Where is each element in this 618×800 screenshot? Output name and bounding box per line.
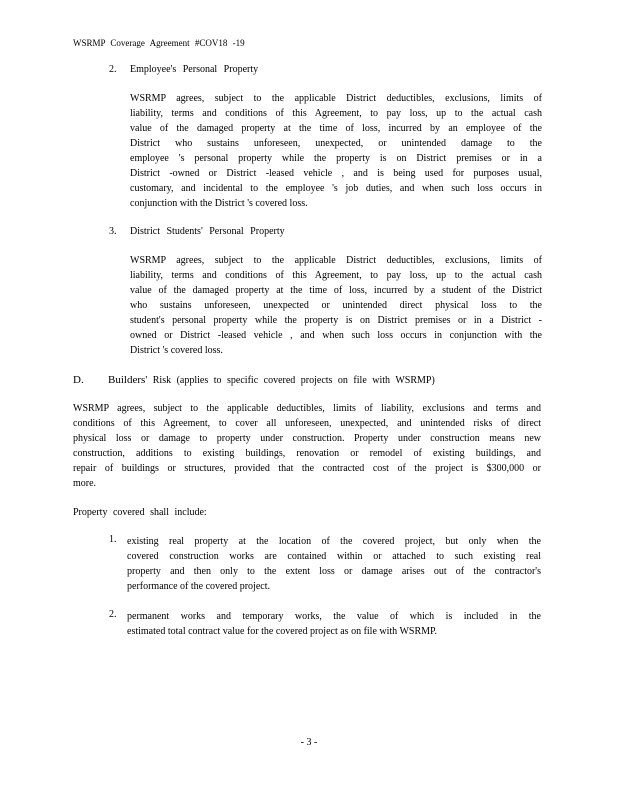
page-header: WSRMP Coverage Agreement #COV18 -19 xyxy=(73,38,245,48)
paragraph-line: permanent works and temporary works, the value of which is included in the xyxy=(127,611,541,622)
paragraph-line: property and then only to the extent loss or damage arises out of the contractor's xyxy=(127,566,541,577)
list-number: 1. xyxy=(109,534,117,545)
item-number: 2. xyxy=(109,64,117,75)
paragraph-line: existing real property at the location of the covered project, but only when the xyxy=(127,536,541,547)
paragraph-line: repair of buildings or structures, provided that the contracted cost of the project is $300,000 or xyxy=(73,463,541,474)
paragraph-line: value of the damaged property at the time of loss, incurred by a student of the District xyxy=(130,285,542,296)
page-number: - 3 - xyxy=(300,737,318,748)
paragraph-line: employee 's personal property while the property is on District premises or in a xyxy=(130,153,542,164)
paragraph-line: District who sustains unforeseen, unexpected, or unintended damage to the xyxy=(130,138,542,149)
paragraph-line: conditions of this Agreement, to cover all unforeseen, unexpected, and unintended risks of direct xyxy=(73,418,541,429)
paragraph-line: estimated total contract value for the covered project as on file with WSRMP. xyxy=(127,626,438,637)
paragraph-line: student's personal property while the property is on District premises or in a District - xyxy=(130,315,542,326)
list-item xyxy=(127,534,541,594)
section-title-rest: Risk (applies to specific covered projects on file with WSRMP) xyxy=(152,375,435,386)
paragraph-line: WSRMP agrees, subject to the applicable District deductibles, exclusions, limits of xyxy=(130,93,542,104)
paragraph-line: construction, additions to existing buildings, renovation or remodel of existing buildings, and xyxy=(73,448,541,459)
paragraph-line: liability, terms and conditions of this Agreement, to pay loss, up to the actual cash xyxy=(130,108,542,119)
paragraph-line: District -owned or District -leased vehicle , and is being used for purposes usual, xyxy=(130,168,542,179)
section-letter: D. xyxy=(73,374,84,386)
paragraph-line: performance of the covered project. xyxy=(127,581,270,592)
paragraph-line: WSRMP agrees, subject to the applicable District deductibles, exclusions, limits of xyxy=(130,255,542,266)
paragraph-line: who sustains unforeseen, unexpected or unintended direct physical loss to the xyxy=(130,300,542,311)
paragraph-line: conjunction with the District 's covered loss. xyxy=(130,198,308,209)
section-paragraph xyxy=(73,401,541,491)
list-item xyxy=(127,609,541,639)
item-number: 3. xyxy=(109,226,117,237)
section-title xyxy=(108,374,435,386)
section-title-lead: Builders' xyxy=(108,374,148,386)
item-title: District Students' Personal Property xyxy=(130,226,285,237)
paragraph-line: more. xyxy=(73,478,97,489)
paragraph-line: covered construction works are contained within or attached to such existing real xyxy=(127,551,541,562)
paragraph-line: owned or District -leased vehicle , and when such loss occurs in conjunction with the xyxy=(130,330,542,341)
list-number: 2. xyxy=(109,609,117,620)
paragraph-line: liability, terms and conditions of this Agreement, to pay loss, up to the actual cash xyxy=(130,270,542,281)
paragraph-line: WSRMP agrees, subject to the applicable deductibles, limits of liability, exclusions and terms and xyxy=(73,403,541,414)
item-paragraph xyxy=(130,253,542,358)
covered-intro: Property covered shall include: xyxy=(73,507,207,518)
paragraph-line: customary, and incidental to the employee 's job duties, and when such loss occurs in xyxy=(130,183,542,194)
item-paragraph xyxy=(130,91,542,211)
paragraph-line: value of the damaged property at the time of loss, incurred by an employee of the xyxy=(130,123,542,134)
item-title: Employee's Personal Property xyxy=(130,64,259,75)
paragraph-line: physical loss or damage to property under construction. Property under construction means new xyxy=(73,433,541,444)
paragraph-line: District 's covered loss. xyxy=(130,345,223,356)
